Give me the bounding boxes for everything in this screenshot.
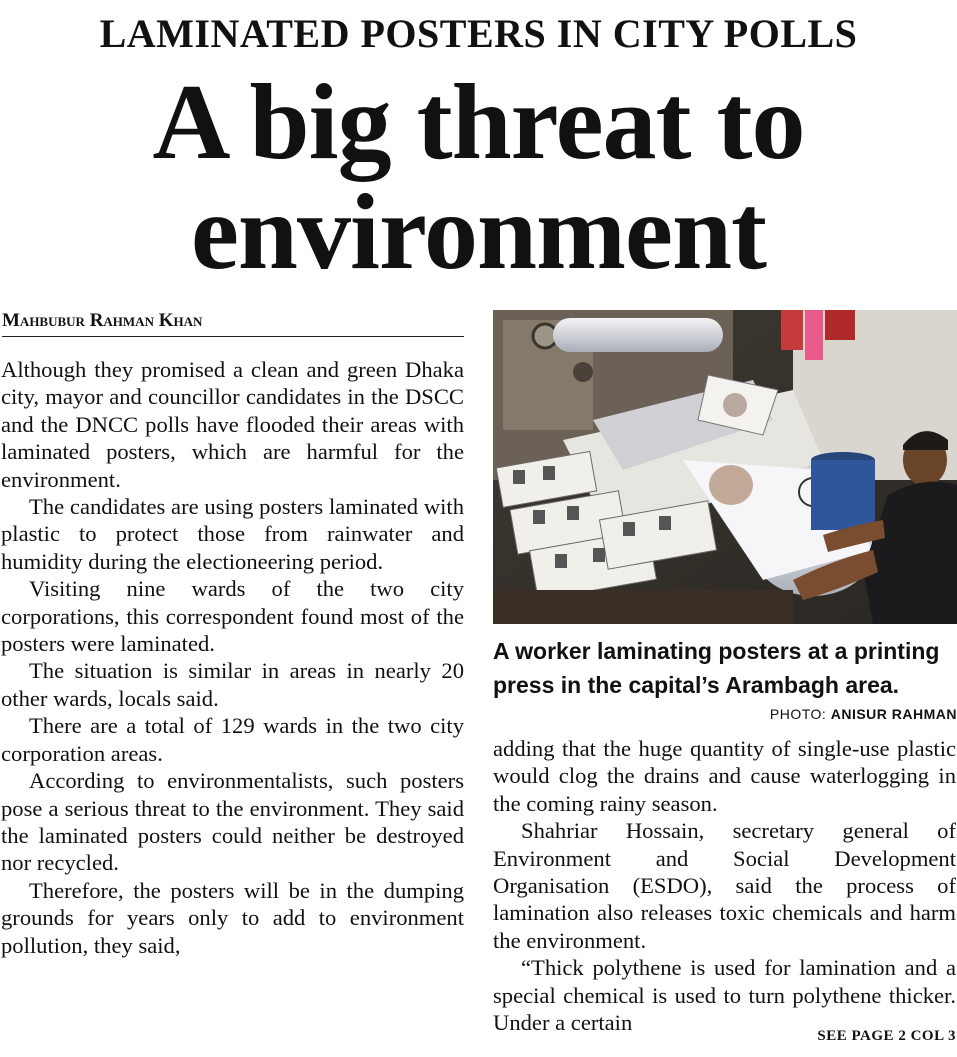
printing-press-photo: [493, 310, 957, 624]
photo-credit-name: ANISUR RAHMAN: [830, 706, 957, 722]
paragraph: The candidates are using posters laminated with plastic to protect those from rainwater and humidity during the electioneering period.: [1, 494, 464, 574]
paragraph: The situation is similar in areas in nearly 20 other wards, locals said.: [1, 658, 464, 711]
paragraph: Although they promised a clean and green Dhaka city, mayor and councillor candidates in the DSCC and the DNCC polls have flooded their areas with laminated posters, which are harmful for the environment.: [1, 357, 464, 492]
body-column-left: [1, 356, 464, 1056]
continued-jump-link[interactable]: SEE PAGE 2 COL 3: [817, 1028, 956, 1044]
kicker-heading: LAMINATED POSTERS IN CITY POLLS: [99, 11, 858, 56]
photo-credit-label: PHOTO:: [769, 706, 831, 722]
paragraph: Visiting nine wards of the two city corporations, this correspondent found most of the posters were laminated.: [1, 576, 464, 657]
paragraph: Shahriar Hossain, secretary general of Environment and Social Development Organisation (ESDO), said the process of lamination also releases toxic chemicals and harm the environment.: [493, 818, 956, 953]
headline: [0, 63, 957, 292]
paragraph: There are a total of 129 wards in the two city corporation areas.: [1, 713, 464, 766]
paragraph: Therefore, the posters will be in the dumping grounds for years only to add to environment pollution, they said,: [1, 877, 464, 958]
photo-caption: A worker laminating posters at a printing press in the capital’s Arambagh area.: [493, 638, 940, 698]
byline: Mahbubur Rahman Khan: [2, 310, 464, 337]
headline-line-2: environment: [191, 173, 766, 292]
paragraph: “Thick polythene is used for lamination and a special chemical is used to turn polythene thicker. Under a certain: [493, 955, 956, 1035]
paragraph: According to environmentalists, such posters pose a serious threat to the environment. They said the laminated posters could neither be destroyed nor recycled.: [1, 768, 464, 876]
paragraph: adding that the huge quantity of single-use plastic would clog the drains and cause waterlogging in the coming rainy season.: [493, 736, 956, 816]
headline-line-1: A big threat to: [152, 63, 805, 182]
photo-credit: [770, 706, 957, 722]
body-column-right: [493, 735, 956, 1035]
news-photo: [493, 310, 957, 624]
